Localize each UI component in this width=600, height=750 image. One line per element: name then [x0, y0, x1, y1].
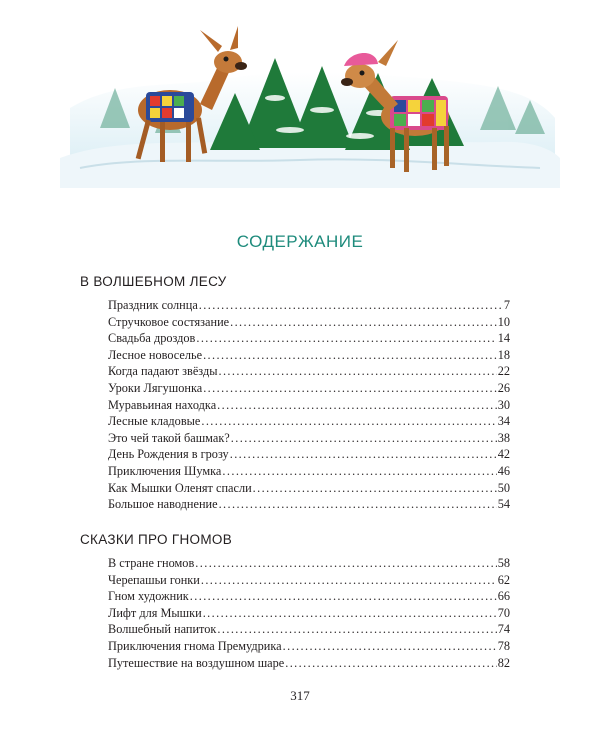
toc-entry-page: 18	[497, 347, 510, 362]
toc-entry-title: Волшебный напиток	[108, 622, 217, 637]
toc-entry[interactable]	[108, 656, 510, 673]
toc-entry-title: День Рождения в грозу	[108, 447, 229, 462]
toc-entry[interactable]	[108, 497, 510, 514]
toc-entry[interactable]	[108, 464, 510, 481]
toc-entry[interactable]	[108, 348, 510, 365]
toc-entry[interactable]	[108, 606, 510, 623]
toc-entry-title: Уроки Лягушонка	[108, 380, 203, 395]
toc-entry[interactable]	[108, 414, 510, 431]
leader-dots	[199, 298, 503, 313]
toc-entry-page: 50	[497, 480, 510, 495]
toc-entry[interactable]	[108, 589, 510, 606]
toc-entry-page: 14	[497, 331, 510, 346]
toc-entry[interactable]	[108, 298, 510, 315]
toc-entry-title: Приключения гнома Премудрика	[108, 638, 282, 653]
toc-entry-page: 74	[497, 622, 510, 637]
toc-entry-page: 10	[497, 314, 510, 329]
leader-dots	[218, 364, 496, 379]
page-title: СОДЕРЖАНИЕ	[236, 232, 364, 251]
leader-dots	[219, 497, 497, 512]
toc-entry-title: Лесное новоселье	[108, 347, 203, 362]
leader-dots	[283, 639, 497, 654]
toc-entry-page: 62	[497, 572, 510, 587]
toc-entry-title: Путешествие на воздушном шаре	[108, 655, 285, 670]
toc-entry[interactable]	[108, 381, 510, 398]
toc-entry-title: Свадьба дроздов	[108, 331, 196, 346]
toc-entry[interactable]	[108, 431, 510, 448]
toc-entry[interactable]	[108, 398, 510, 415]
toc-entry-title: Праздник солнца	[108, 298, 198, 312]
toc-entry-title: Лифт для Мышки	[108, 605, 202, 620]
toc-entry-title: Приключения Шумка	[108, 463, 222, 478]
leader-dots	[222, 464, 496, 479]
toc-entry-title: Стручковое состязание	[108, 314, 230, 329]
toc-entry-page: 26	[497, 380, 510, 395]
toc-entry[interactable]	[108, 622, 510, 639]
toc-entry-page: 34	[497, 414, 510, 429]
leader-dots	[230, 315, 497, 330]
toc-entry[interactable]	[108, 573, 510, 590]
leader-dots	[253, 481, 497, 496]
toc-entry-title: Это чей такой башмак?	[108, 430, 230, 445]
toc-entry-page: 38	[497, 430, 510, 445]
toc-entry[interactable]	[108, 315, 510, 332]
page-number: 317	[290, 688, 310, 703]
toc-entry-page: 66	[497, 589, 510, 604]
toc-entry[interactable]	[108, 556, 510, 573]
toc-entry-title: Большое наводнение	[108, 497, 218, 512]
two-fawns-in-snowy-forest-icon	[60, 18, 560, 188]
toc-entry-page: 54	[497, 497, 510, 512]
leader-dots	[217, 398, 497, 413]
toc-entry-title: Гном художник	[108, 589, 189, 604]
toc-entry[interactable]	[108, 639, 510, 656]
leader-dots	[190, 589, 497, 604]
toc-list-section-2	[108, 556, 510, 672]
toc-entry[interactable]	[108, 331, 510, 348]
toc-entry[interactable]	[108, 447, 510, 464]
leader-dots	[201, 414, 496, 429]
toc-entry-page: 46	[497, 463, 510, 478]
leader-dots	[285, 656, 496, 671]
leader-dots	[203, 606, 497, 621]
toc-entry-page: 78	[497, 638, 510, 653]
toc-entry-page: 22	[497, 364, 510, 379]
toc-entry-title: В стране гномов	[108, 556, 195, 570]
toc-entry-page: 82	[497, 655, 510, 670]
toc-entry-title: Лесные кладовые	[108, 414, 201, 429]
toc-entry-title: Черепашьи гонки	[108, 572, 200, 587]
toc-entry-page: 30	[497, 397, 510, 412]
toc-list-section-1	[108, 298, 510, 514]
leader-dots	[196, 331, 496, 346]
leader-dots	[203, 348, 497, 363]
toc-entry[interactable]	[108, 481, 510, 498]
leader-dots	[217, 622, 496, 637]
leader-dots	[230, 447, 497, 462]
leader-dots	[195, 556, 496, 571]
section-title-skazki-pro-gnomov: СКАЗКИ ПРО ГНОМОВ	[80, 532, 233, 547]
toc-entry-page: 7	[503, 298, 510, 312]
leader-dots	[201, 573, 497, 588]
toc-entry-page: 58	[497, 556, 510, 570]
toc-entry-title: Когда падают звёзды	[108, 364, 218, 379]
toc-entry-page: 42	[497, 447, 510, 462]
section-title-v-volshebnom-lesu: В ВОЛШЕБНОМ ЛЕСУ	[80, 274, 227, 289]
leader-dots	[203, 381, 497, 396]
toc-entry-title: Как Мышки Оленят спасли	[108, 480, 252, 495]
toc-entry[interactable]	[108, 364, 510, 381]
leader-dots	[231, 431, 497, 446]
toc-entry-title: Муравьиная находка	[108, 397, 217, 412]
toc-entry-page: 70	[497, 605, 510, 620]
